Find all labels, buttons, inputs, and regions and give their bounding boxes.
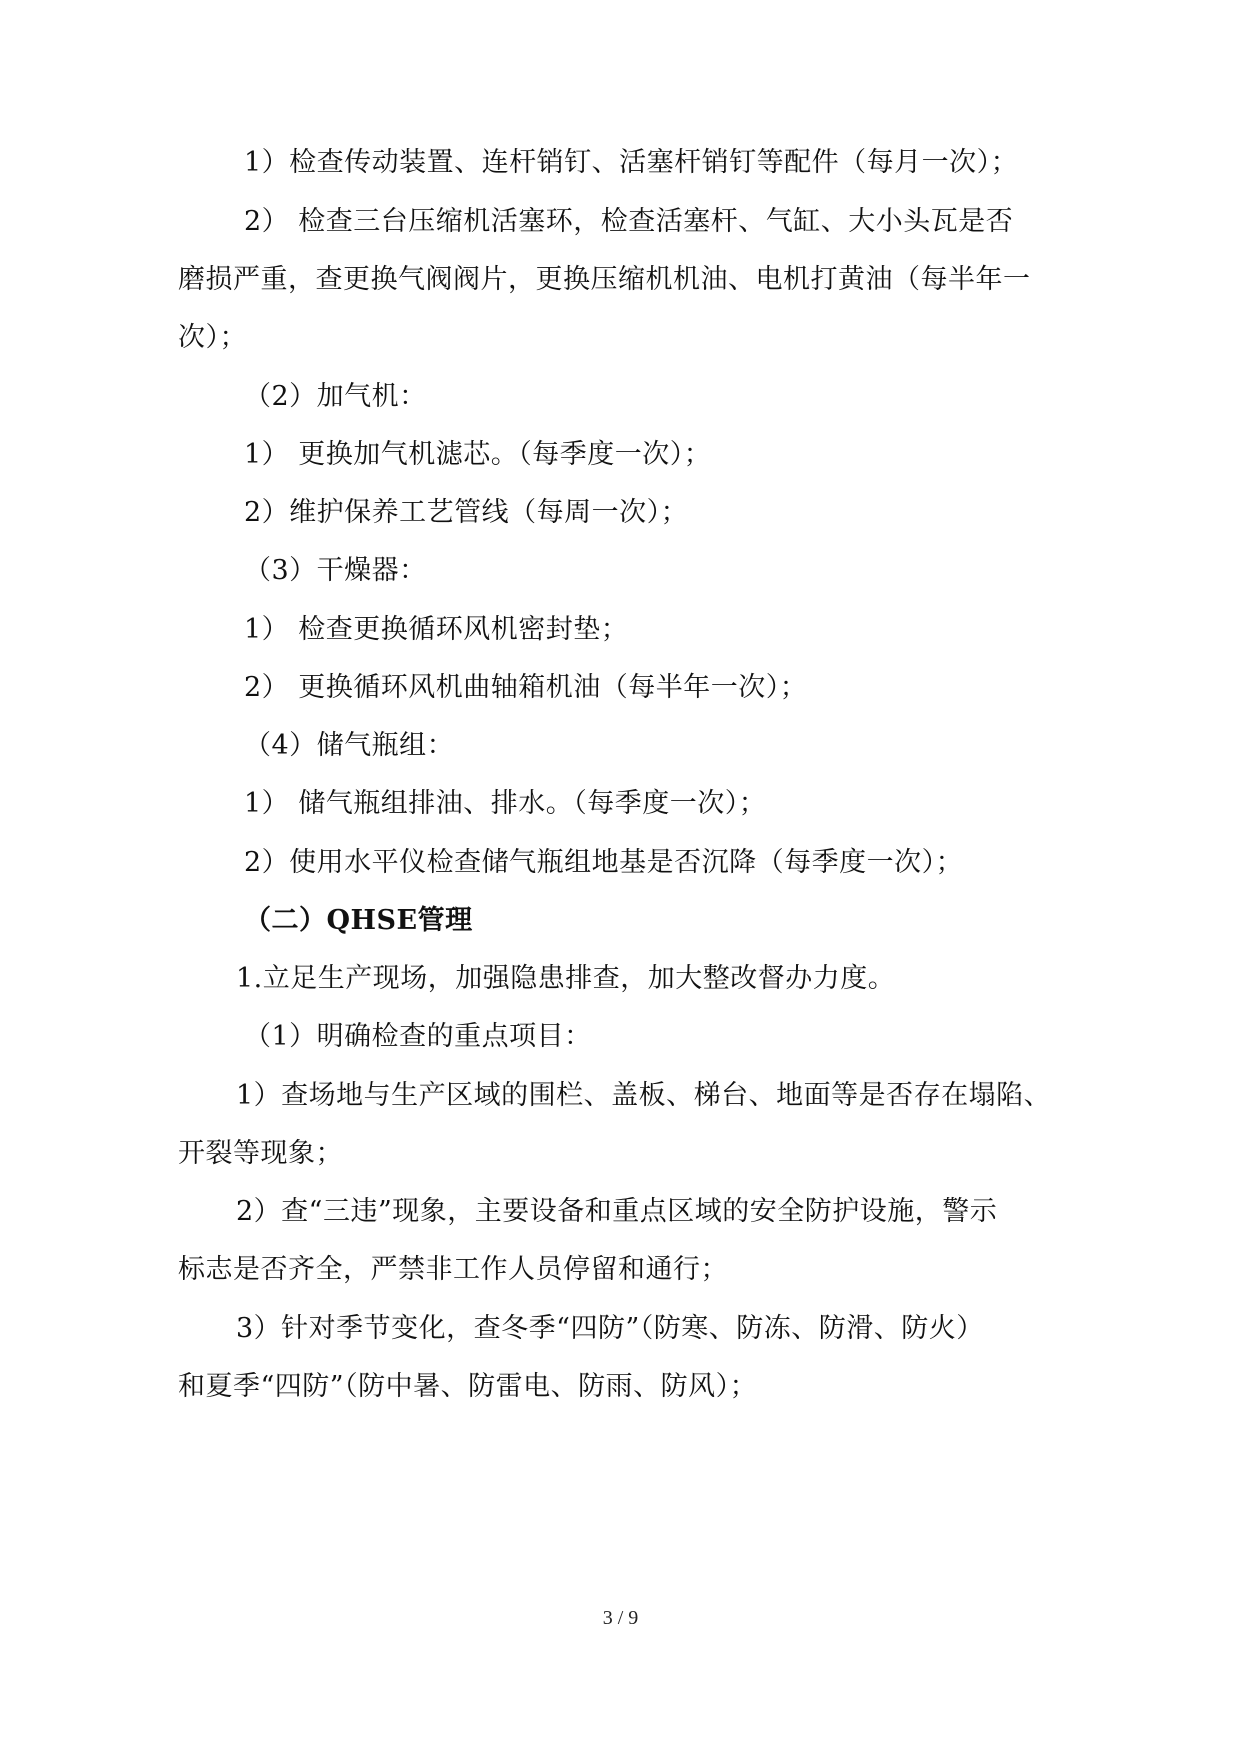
paragraph-line: 1）检查传动装置、连杆销钉、活塞杆销钉等配件（每月一次）； xyxy=(244,147,1019,178)
paragraph-line: 开裂等现象； xyxy=(178,1138,343,1169)
page-number: 3 / 9 xyxy=(602,1607,639,1629)
section-heading: （1）明确检查的重点项目： xyxy=(244,1021,592,1052)
paragraph-line: 和夏季“四防”（防中暑、防雷电、防雨、防风）； xyxy=(178,1371,758,1402)
paragraph-line: 1.立足生产现场，加强隐患排查，加大整改督办力度。 xyxy=(236,963,896,994)
paragraph-line: 次）； xyxy=(178,322,247,353)
paragraph-line: 1）查场地与生产区域的围栏、盖板、梯台、地面等是否存在塌陷、 xyxy=(236,1080,1052,1111)
paragraph-line: 2） 更换循环风机曲轴箱机油（每半年一次）； xyxy=(244,672,808,703)
section-heading: （3）干燥器： xyxy=(244,555,427,586)
section-heading: （4）储气瓶组： xyxy=(244,730,455,761)
paragraph-line: 2） 检查三台压缩机活塞环，检查活塞杆、气缸、大小头瓦是否 xyxy=(244,206,1014,237)
paragraph-line: 1） 检查更换循环风机密封垫； xyxy=(244,614,629,645)
paragraph-line: 1） 储气瓶组排油、排水。（每季度一次）； xyxy=(244,788,767,819)
paragraph-line: 标志是否齐全，严禁非工作人员停留和通行； xyxy=(178,1254,728,1285)
paragraph-line: 2）查“三违”现象，主要设备和重点区域的安全防护设施，警示 xyxy=(236,1196,998,1227)
paragraph-line: 1） 更换加气机滤芯。（每季度一次）； xyxy=(244,439,712,470)
paragraph-line: 3）针对季节变化，查冬季“四防”（防寒、防冻、防滑、防火） xyxy=(236,1313,984,1344)
paragraph-line: 磨损严重，查更换气阀阀片，更换压缩机机油、电机打黄油（每半年一 xyxy=(178,264,1031,295)
section-heading: （2）加气机： xyxy=(244,381,427,412)
paragraph-line: 2）维护保养工艺管线（每周一次）； xyxy=(244,497,689,528)
paragraph-line: 2）使用水平仪检查储气瓶组地基是否沉降（每季度一次）； xyxy=(244,847,964,878)
chapter-heading: （二）QHSE管理 xyxy=(244,905,473,936)
